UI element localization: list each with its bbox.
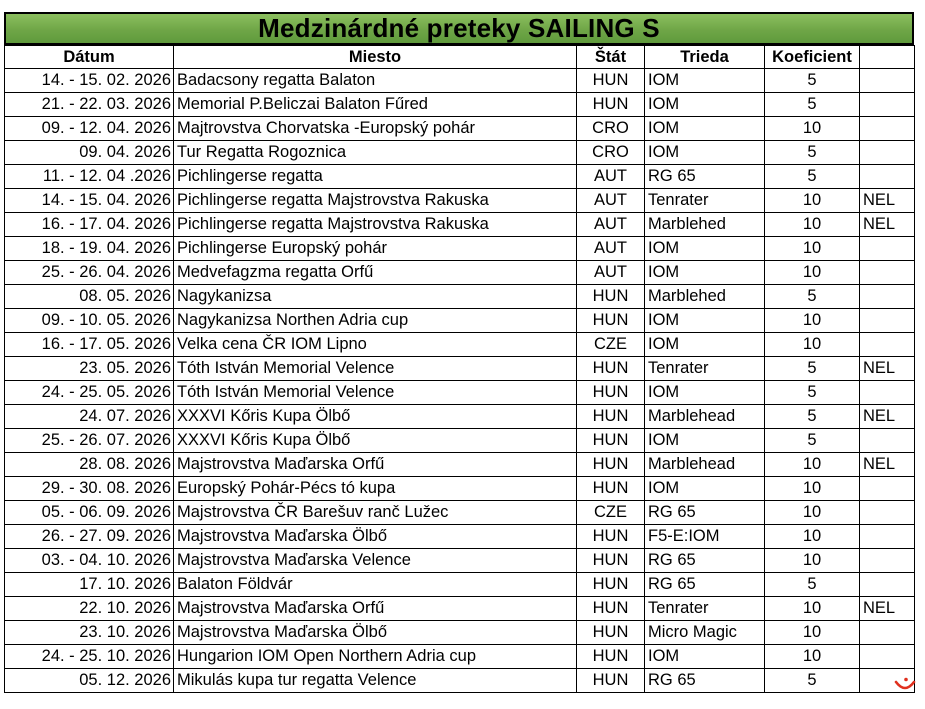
cell-coefficient: 5 <box>765 669 860 693</box>
cell-class: IOM <box>645 261 765 285</box>
table-row <box>5 525 915 549</box>
cell-place: Pichlingerse regatta Majstrovstva Rakuska <box>174 213 577 237</box>
cell-coefficient: 10 <box>765 477 860 501</box>
cell-date: 18. - 19. 04. 2026 <box>5 237 174 261</box>
cell-state: HUN <box>577 285 645 309</box>
cell-place: Majstrovstva Maďarska Orfű <box>174 453 577 477</box>
cell-coefficient: 5 <box>765 357 860 381</box>
cell-note <box>860 645 915 669</box>
cell-state: CRO <box>577 141 645 165</box>
header-date: Dátum <box>5 46 174 69</box>
table-row <box>5 453 915 477</box>
cell-coefficient: 10 <box>765 645 860 669</box>
table-row <box>5 381 915 405</box>
cell-date: 17. 10. 2026 <box>5 573 174 597</box>
cell-state: HUN <box>577 429 645 453</box>
cell-state: HUN <box>577 573 645 597</box>
cell-state: HUN <box>577 549 645 573</box>
cell-coefficient: 10 <box>765 525 860 549</box>
cell-coefficient: 10 <box>765 597 860 621</box>
cell-state: CRO <box>577 117 645 141</box>
header-place: Miesto <box>174 46 577 69</box>
cell-coefficient: 5 <box>765 141 860 165</box>
cell-state: HUN <box>577 621 645 645</box>
cell-coefficient: 10 <box>765 117 860 141</box>
cell-class: IOM <box>645 69 765 93</box>
cell-coefficient: 5 <box>765 69 860 93</box>
table-row <box>5 669 915 693</box>
cell-place: Memorial P.Beliczai Balaton Fűred <box>174 93 577 117</box>
cell-state: HUN <box>577 405 645 429</box>
cell-place: Tur Regatta Rogoznica <box>174 141 577 165</box>
cell-class: IOM <box>645 117 765 141</box>
cell-note <box>860 309 915 333</box>
cell-state: HUN <box>577 645 645 669</box>
cell-state: HUN <box>577 69 645 93</box>
table-row <box>5 285 915 309</box>
cell-place: Majstrovstva ČR Barešuv ranč Lužec <box>174 501 577 525</box>
cell-date: 23. 10. 2026 <box>5 621 174 645</box>
cell-place: Majstrovstva Maďarska Velence <box>174 549 577 573</box>
table-row <box>5 93 915 117</box>
table-row <box>5 477 915 501</box>
cell-note <box>860 621 915 645</box>
cell-note <box>860 237 915 261</box>
table-row <box>5 501 915 525</box>
cell-note <box>860 285 915 309</box>
cell-place: Medvefagzma regatta Orfű <box>174 261 577 285</box>
cell-date: 22. 10. 2026 <box>5 597 174 621</box>
cell-class: Marblehed <box>645 213 765 237</box>
cell-state: HUN <box>577 381 645 405</box>
cell-class: Marblehead <box>645 405 765 429</box>
cell-place: Hungarion IOM Open Northern Adria cup <box>174 645 577 669</box>
cell-class: F5-E:IOM <box>645 525 765 549</box>
cell-date: 24. - 25. 10. 2026 <box>5 645 174 669</box>
table-row <box>5 69 915 93</box>
table-header-row <box>5 46 915 69</box>
cell-note: NEL <box>860 213 915 237</box>
cell-note: NEL <box>860 453 915 477</box>
cell-coefficient: 10 <box>765 453 860 477</box>
cell-note <box>860 381 915 405</box>
cell-coefficient: 10 <box>765 213 860 237</box>
table-row <box>5 117 915 141</box>
cell-class: IOM <box>645 645 765 669</box>
cell-date: 11. - 12. 04 .2026 <box>5 165 174 189</box>
cell-place: Balaton Földvár <box>174 573 577 597</box>
cell-date: 25. - 26. 07. 2026 <box>5 429 174 453</box>
table-row <box>5 213 915 237</box>
header-state: Štát <box>577 46 645 69</box>
cell-coefficient: 5 <box>765 165 860 189</box>
header-note <box>860 46 915 69</box>
cell-place: Europský Pohár-Pécs tó kupa <box>174 477 577 501</box>
cell-date: 09. - 12. 04. 2026 <box>5 117 174 141</box>
cell-note <box>860 261 915 285</box>
cell-note <box>860 69 915 93</box>
table-row <box>5 645 915 669</box>
cell-date: 26. - 27. 09. 2026 <box>5 525 174 549</box>
cell-class: Tenrater <box>645 357 765 381</box>
cell-class: IOM <box>645 237 765 261</box>
cell-date: 05. - 06. 09. 2026 <box>5 501 174 525</box>
cell-place: Pichlingerse Europský pohár <box>174 237 577 261</box>
header-coefficient: Koeficient <box>765 46 860 69</box>
cell-date: 08. 05. 2026 <box>5 285 174 309</box>
cell-state: HUN <box>577 525 645 549</box>
cell-note: NEL <box>860 357 915 381</box>
cell-coefficient: 5 <box>765 93 860 117</box>
cell-place: Mikulás kupa tur regatta Velence <box>174 669 577 693</box>
table-row <box>5 261 915 285</box>
cell-state: AUT <box>577 165 645 189</box>
cell-class: RG 65 <box>645 573 765 597</box>
cell-state: HUN <box>577 93 645 117</box>
cell-coefficient: 10 <box>765 189 860 213</box>
table-row <box>5 405 915 429</box>
cell-state: AUT <box>577 213 645 237</box>
cell-class: IOM <box>645 309 765 333</box>
table-row <box>5 549 915 573</box>
cell-coefficient: 10 <box>765 621 860 645</box>
cell-class: IOM <box>645 429 765 453</box>
table-row <box>5 333 915 357</box>
cell-note <box>860 429 915 453</box>
cell-coefficient: 5 <box>765 381 860 405</box>
cell-class: Marblehed <box>645 285 765 309</box>
cell-state: HUN <box>577 309 645 333</box>
cell-class: RG 65 <box>645 501 765 525</box>
cell-note <box>860 93 915 117</box>
cell-class: RG 65 <box>645 669 765 693</box>
table-row <box>5 189 915 213</box>
cell-date: 24. - 25. 05. 2026 <box>5 381 174 405</box>
smile-icon <box>893 677 917 695</box>
race-schedule-sheet <box>4 12 914 693</box>
cell-coefficient: 10 <box>765 549 860 573</box>
cell-place: Majstrovstva Maďarska Ölbő <box>174 621 577 645</box>
table-row <box>5 429 915 453</box>
cell-note <box>860 141 915 165</box>
cell-coefficient: 10 <box>765 309 860 333</box>
cell-note <box>860 333 915 357</box>
cell-place: Tóth István Memorial Velence <box>174 357 577 381</box>
cell-coefficient: 10 <box>765 501 860 525</box>
table-row <box>5 237 915 261</box>
table-row <box>5 141 915 165</box>
table-row <box>5 165 915 189</box>
cell-place: Nagykanizsa <box>174 285 577 309</box>
cell-place: XXXVI Kőris Kupa Ölbő <box>174 405 577 429</box>
cell-class: Micro Magic <box>645 621 765 645</box>
cell-coefficient: 10 <box>765 237 860 261</box>
cell-date: 09. - 10. 05. 2026 <box>5 309 174 333</box>
cell-place: Tóth István Memorial Velence <box>174 381 577 405</box>
cell-coefficient: 5 <box>765 285 860 309</box>
cell-place: Velka cena ČR IOM Lipno <box>174 333 577 357</box>
cell-class: Tenrater <box>645 189 765 213</box>
cell-date: 23. 05. 2026 <box>5 357 174 381</box>
cell-date: 24. 07. 2026 <box>5 405 174 429</box>
page-title: Medzinárdné preteky SAILING S <box>4 12 914 45</box>
cell-place: Majtrovstva Chorvatska -Europský pohár <box>174 117 577 141</box>
cell-date: 16. - 17. 05. 2026 <box>5 333 174 357</box>
cell-note <box>860 477 915 501</box>
cell-coefficient: 5 <box>765 573 860 597</box>
cell-class: IOM <box>645 333 765 357</box>
cell-state: CZE <box>577 333 645 357</box>
table-row <box>5 573 915 597</box>
cell-note <box>860 117 915 141</box>
cell-coefficient: 5 <box>765 429 860 453</box>
table-row <box>5 597 915 621</box>
cell-class: IOM <box>645 93 765 117</box>
cell-state: AUT <box>577 261 645 285</box>
cell-date: 21. - 22. 03. 2026 <box>5 93 174 117</box>
cell-place: Pichlingerse regatta <box>174 165 577 189</box>
cell-place: Badacsony regatta Balaton <box>174 69 577 93</box>
cell-note <box>860 573 915 597</box>
cell-note: NEL <box>860 597 915 621</box>
cell-place: Pichlingerse regatta Majstrovstva Rakuska <box>174 189 577 213</box>
cell-date: 09. 04. 2026 <box>5 141 174 165</box>
cell-class: RG 65 <box>645 549 765 573</box>
cell-note <box>860 525 915 549</box>
cell-state: HUN <box>577 477 645 501</box>
cell-class: IOM <box>645 477 765 501</box>
cell-date: 05. 12. 2026 <box>5 669 174 693</box>
cell-state: HUN <box>577 669 645 693</box>
cell-place: XXXVI Kőris Kupa Ölbő <box>174 429 577 453</box>
cell-class: Marblehead <box>645 453 765 477</box>
cell-class: IOM <box>645 141 765 165</box>
cell-note: NEL <box>860 405 915 429</box>
cell-coefficient: 10 <box>765 261 860 285</box>
cell-place: Majstrovstva Maďarska Orfű <box>174 597 577 621</box>
cell-state: HUN <box>577 357 645 381</box>
cell-date: 16. - 17. 04. 2026 <box>5 213 174 237</box>
cell-place: Majstrovstva Maďarska Ölbő <box>174 525 577 549</box>
cell-state: AUT <box>577 237 645 261</box>
cell-date: 28. 08. 2026 <box>5 453 174 477</box>
cell-note <box>860 165 915 189</box>
cell-place: Nagykanizsa Northen Adria cup <box>174 309 577 333</box>
cell-note <box>860 501 915 525</box>
header-class: Trieda <box>645 46 765 69</box>
table-row <box>5 309 915 333</box>
cell-coefficient: 5 <box>765 405 860 429</box>
cell-date: 03. - 04. 10. 2026 <box>5 549 174 573</box>
table-row <box>5 621 915 645</box>
cell-note: NEL <box>860 189 915 213</box>
race-table <box>4 45 915 693</box>
cell-class: Tenrater <box>645 597 765 621</box>
cell-note <box>860 549 915 573</box>
cell-date: 25. - 26. 04. 2026 <box>5 261 174 285</box>
cell-date: 14. - 15. 04. 2026 <box>5 189 174 213</box>
cell-state: HUN <box>577 453 645 477</box>
cell-state: HUN <box>577 597 645 621</box>
table-row <box>5 357 915 381</box>
cell-class: IOM <box>645 381 765 405</box>
cell-state: AUT <box>577 189 645 213</box>
cell-date: 29. - 30. 08. 2026 <box>5 477 174 501</box>
cell-class: RG 65 <box>645 165 765 189</box>
cell-state: CZE <box>577 501 645 525</box>
cell-coefficient: 10 <box>765 333 860 357</box>
cell-date: 14. - 15. 02. 2026 <box>5 69 174 93</box>
